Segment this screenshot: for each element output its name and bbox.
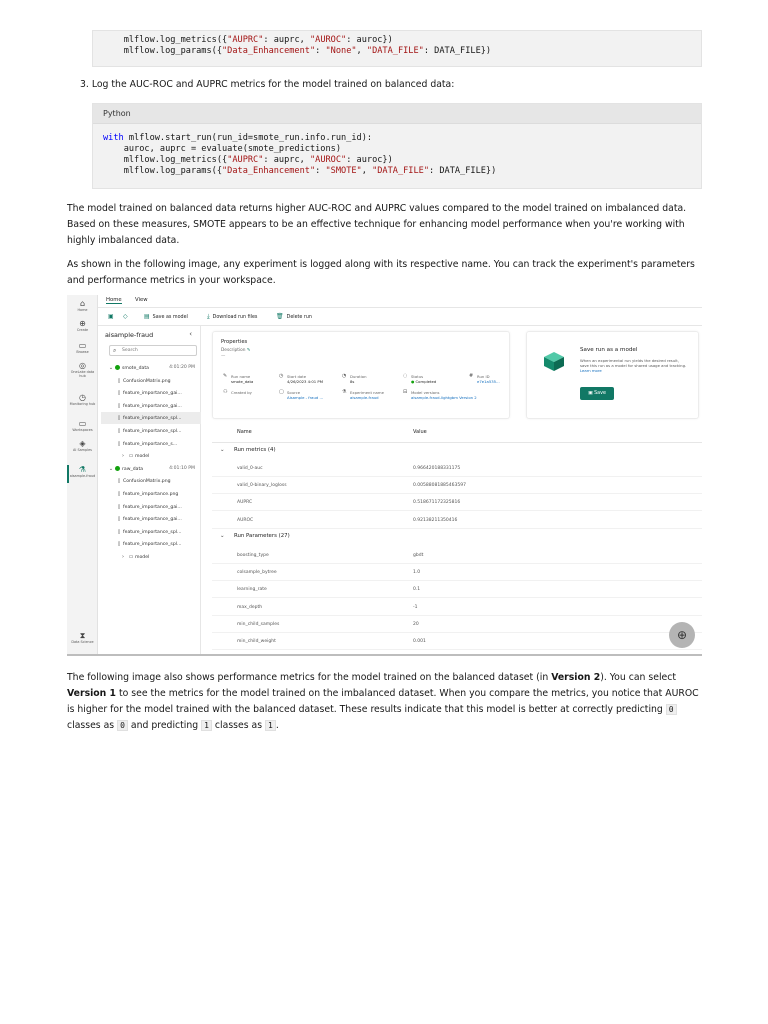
tree-item-label: feature_importance_gai...: [123, 504, 182, 510]
inline-code: 1: [201, 720, 212, 731]
rail-icon: ▭: [78, 341, 87, 350]
table-row: [212, 564, 702, 581]
bold-text: Version 1: [67, 688, 117, 699]
row-name: boosting_type: [237, 553, 269, 558]
property-duration: [342, 373, 367, 384]
folder-icon: ▭: [128, 453, 134, 460]
row-value: 20: [413, 621, 419, 627]
folder-row[interactable]: [101, 551, 201, 563]
tree-item-label: feature_importance_gai...: [123, 403, 182, 409]
workspace-screenshot: [67, 295, 702, 656]
file-row[interactable]: [101, 501, 201, 513]
paragraph-experiment-logged: As shown in the following image, any experiment is logged along with its respective name. You can track the experiment's parameters and performance metrics in your workspace.: [67, 259, 695, 286]
file-icon: ▯: [117, 528, 121, 535]
zoom-icon: ⊕: [676, 628, 688, 642]
table-row: [212, 581, 702, 598]
row-value: gbdt: [413, 553, 424, 558]
chevron-down-icon: ⌄: [220, 533, 225, 539]
table-row: [212, 616, 702, 633]
column-header-name: Name: [237, 429, 252, 435]
tree-item-label: raw_data: [122, 466, 144, 472]
paragraph-text: .: [275, 720, 279, 731]
file-row[interactable]: [101, 475, 201, 487]
code-text: mlflow.start_run(run_id=smote_run.info.run_id):: [123, 133, 373, 143]
run-row[interactable]: [101, 463, 201, 475]
file-row[interactable]: [101, 375, 201, 387]
code-string: "SMOTE": [325, 166, 362, 176]
property-icon: ⚇: [223, 389, 228, 395]
property-icon: ⊟: [403, 389, 408, 395]
property-label: Duration: [350, 374, 367, 379]
save-as-model-button[interactable]: [144, 313, 188, 320]
property-label: Created by: [231, 390, 252, 395]
toolbar-divider: [98, 307, 702, 308]
property-label: Run name: [231, 374, 251, 379]
file-icon: ▯: [117, 402, 121, 409]
property-value: 8s: [350, 379, 355, 384]
paragraph-text: and predicting: [127, 720, 202, 731]
file-icon: ▯: [117, 516, 121, 523]
property-value[interactable]: Aisample - fraud ...: [287, 395, 324, 400]
row-value: 0.518671172325816: [413, 500, 461, 506]
row-name: min_child_weight: [237, 639, 276, 644]
rail-icon: ⚗: [78, 465, 87, 474]
table-row: [212, 547, 702, 564]
step-number: 3.: [80, 79, 89, 90]
rail-icon: ▭: [78, 419, 87, 428]
save-icon: ▣: [588, 391, 593, 396]
property-run-id: [469, 373, 500, 384]
save-run-desc-text: When an experimental run yields the desired result, save this run as a model for shared usage and tracking.: [580, 358, 687, 368]
table-row: [212, 477, 702, 494]
zoom-in-button[interactable]: [669, 622, 695, 648]
properties-title: Properties: [221, 339, 248, 345]
tree-item-label: feature_importance_spl...: [123, 416, 182, 422]
code-text: ,: [361, 166, 373, 176]
file-row[interactable]: [101, 387, 201, 399]
save-icon: ▤: [144, 313, 150, 320]
property-value: 4/26/2023 4:01 PM: [287, 379, 323, 384]
file-icon: ▯: [117, 491, 121, 497]
tree-item-label: model: [135, 454, 150, 460]
table-row: [212, 512, 702, 529]
inline-code: 0: [117, 720, 128, 731]
rail-icon: ◎: [79, 361, 86, 370]
tree-item-label: model: [135, 555, 150, 560]
property-experiment-name: [342, 389, 384, 400]
rail-label: Workspaces: [72, 428, 93, 432]
file-icon: ▯: [117, 428, 121, 434]
code-text: mlflow.log_metrics({: [103, 155, 228, 165]
chevron-down-icon: ⌄: [220, 447, 225, 453]
row-name: colsample_bytree: [237, 570, 277, 576]
tree-item-label: feature_importance_spl...: [123, 529, 182, 535]
rail-icon: ⧗: [79, 631, 86, 640]
experiment-title: aisample-fraud: [105, 331, 154, 339]
status-value: Completed: [415, 379, 437, 384]
square-icon: ▣: [108, 313, 114, 320]
trash-icon: 🗑: [276, 313, 284, 320]
paragraph-text: The following image also shows performance metrics for the model trained on the balanced dataset (in: [67, 672, 552, 683]
rail-icon: ◈: [79, 439, 86, 448]
save-button[interactable]: [580, 387, 614, 400]
code-text: mlflow.log_params({: [103, 166, 222, 176]
rail-label: Create: [76, 328, 89, 332]
code-line: [103, 155, 393, 166]
inline-code: 1: [265, 720, 276, 731]
code-text: :: [315, 166, 326, 176]
file-row[interactable]: [101, 425, 201, 437]
property-value[interactable]: e7e1a535...: [477, 379, 500, 384]
file-icon: ▯: [117, 478, 121, 485]
model-cube-icon: [542, 350, 566, 372]
code-string: "Data_Enhancement": [222, 46, 316, 56]
property-label: Source: [287, 390, 301, 395]
section-title: Run metrics (4): [234, 447, 276, 453]
left-nav-rail: [67, 295, 98, 656]
search-placeholder: Search: [122, 348, 138, 353]
properties-card: [212, 331, 510, 419]
chevron-down-icon[interactable]: ⌄: [108, 365, 114, 371]
code-text: : DATA_FILE}): [429, 166, 497, 176]
property-label: Model versions: [411, 390, 440, 395]
property-value: smote_data: [231, 379, 254, 384]
code-string: "DATA_FILE": [366, 46, 424, 56]
row-value: 1.0: [413, 570, 421, 576]
toolbar-button-1[interactable]: [108, 313, 117, 320]
file-icon: ▯: [117, 541, 121, 548]
property-value[interactable]: aisample-fraud-lightgbm Version 2: [411, 395, 477, 400]
save-as-model-label: Save as model: [152, 315, 188, 320]
property-source: [279, 389, 324, 400]
rail-label: Browse: [76, 350, 89, 354]
inline-code: 0: [666, 704, 677, 715]
property-icon: ◌: [403, 373, 408, 379]
property-created-by: [223, 389, 252, 395]
code-text: : auroc}): [346, 35, 393, 45]
save-run-description: [580, 358, 688, 373]
run-row[interactable]: [101, 362, 201, 374]
run-metrics-section[interactable]: [220, 447, 276, 453]
property-model-versions: [403, 389, 477, 400]
paragraph-text: classes as: [211, 720, 266, 731]
code-string: "DATA_FILE": [372, 166, 429, 176]
property-start-date: [279, 373, 323, 384]
paragraph-text: to see the metrics for the model trained on the imbalanced dataset. When you compare the metrics, you notice that AUROC is higher for the model trained with the balanced dataset. These results indicate that this model is better at correctly predicting: [67, 688, 699, 715]
code-text: : DATA_FILE}): [423, 46, 492, 56]
file-icon: ▯: [117, 415, 121, 422]
section-title: Run Parameters (27): [234, 533, 290, 539]
delete-run-button[interactable]: [276, 313, 312, 320]
rail-icon: ◷: [79, 393, 86, 402]
step-text: Log the AUC-ROC and AUPRC metrics for the model trained on balanced data:: [91, 79, 455, 90]
chevron-down-icon[interactable]: ⌄: [108, 465, 114, 472]
code-line: [103, 144, 341, 155]
code-line: [103, 46, 491, 57]
file-row[interactable]: [101, 526, 201, 538]
file-icon: ▯: [117, 440, 121, 447]
download-run-files-button[interactable]: [207, 313, 257, 321]
file-icon: ▯: [117, 390, 121, 397]
property-icon: ◔: [342, 373, 347, 379]
rail-item-ai-samples[interactable]: [67, 439, 98, 452]
code-header: [93, 104, 701, 124]
download-icon: ⤓: [207, 313, 210, 320]
bold-text: Version 2: [551, 672, 601, 683]
code-language: Python: [103, 109, 131, 118]
description-value: —: [221, 354, 226, 359]
row-name: learning_rate: [237, 587, 267, 593]
code-string: "AUROC": [309, 155, 347, 165]
code-text: : auprc,: [263, 155, 310, 165]
description-label-text: Description: [221, 348, 246, 353]
edit-icon[interactable]: ✎: [246, 348, 251, 353]
row-value: 0.00588081885463597: [413, 483, 466, 489]
code-keyword: with: [103, 133, 124, 143]
rail-label: Data Science: [71, 640, 94, 644]
row-value: 0.92138211350416: [413, 517, 458, 523]
row-name: max_depth: [237, 604, 263, 610]
property-label: Start date: [287, 374, 307, 379]
code-text: auroc, auprc = evaluate(smote_predictions): [103, 144, 341, 154]
run-parameters-section[interactable]: [220, 533, 290, 539]
save-run-title: Save run as a model: [580, 347, 638, 353]
property-icon: ◷: [279, 373, 284, 379]
tree-item-label: ConfusionMatrix.png: [123, 378, 171, 384]
rail-icon: ⊕: [79, 319, 86, 328]
property-label: Status: [411, 374, 424, 379]
code-text: ,: [356, 46, 367, 56]
property-value[interactable]: aisample-fraud: [350, 395, 379, 400]
learn-more-link[interactable]: Learn more: [580, 368, 602, 373]
code-line: [103, 166, 496, 177]
file-row[interactable]: [101, 438, 201, 450]
table-row: [212, 599, 702, 616]
code-string: "AUPRC": [227, 155, 264, 165]
paragraph-text: classes as: [67, 720, 118, 731]
code-text: mlflow.log_params({: [103, 46, 222, 56]
rail-item-data-science[interactable]: [67, 631, 98, 644]
code-block-smote: [92, 103, 702, 189]
property-value: [411, 379, 436, 384]
table-row: [212, 633, 702, 650]
property-label: Run ID: [477, 374, 490, 379]
file-row[interactable]: [101, 400, 201, 412]
rail-item-home[interactable]: [67, 299, 98, 312]
tree-item-label: ConfusionMatrix.png: [123, 479, 171, 485]
folder-row[interactable]: [101, 450, 201, 462]
rail-label: Monitoring hub: [69, 402, 96, 406]
paragraph-balanced-results: The model trained on balanced data returns higher AUC-ROC and AUPRC values compared to the model trained on imbalanced data. Based on these measures, SMOTE appears to be an effective technique for enhancing model performance when you're working with highly imbalanced data.: [67, 203, 687, 246]
tree-item-label: feature_importance.png: [123, 492, 179, 497]
code-string: "Data_Enhancement": [222, 166, 316, 176]
header-divider: [212, 442, 702, 443]
property-icon: ▢: [279, 389, 284, 395]
rail-item-workspaces[interactable]: [67, 419, 98, 432]
toolbar-button-2[interactable]: [123, 313, 131, 320]
tree-item-label: feature_importance_spl...: [123, 542, 182, 548]
code-string: "None": [325, 46, 357, 56]
description-label: [221, 348, 250, 353]
code-line: [103, 133, 372, 144]
code-text: : auroc}): [346, 155, 393, 165]
rail-label: Home: [77, 308, 88, 312]
row-value: 0.1: [413, 587, 421, 593]
property-label: Experiment name: [350, 390, 384, 395]
property-run-name: [223, 373, 254, 384]
rail-item-browse[interactable]: [67, 341, 98, 354]
rail-item-monitoring-hub[interactable]: [67, 393, 98, 406]
row-name: valid_0-binary_logloss: [237, 483, 287, 489]
success-status-icon: [115, 365, 120, 370]
code-string: "AUROC": [309, 35, 347, 45]
row-value: 0.966420188331175: [413, 466, 461, 471]
row-name: valid_0-auc: [237, 466, 263, 471]
delete-run-label: Delete run: [286, 315, 312, 320]
run-time: 4:01:10 PM: [169, 465, 195, 471]
column-header-value: Value: [413, 429, 427, 435]
property-status: [403, 373, 437, 384]
run-time: 4:01:20 PM: [169, 365, 195, 370]
file-row[interactable]: [101, 488, 201, 500]
file-row[interactable]: [101, 538, 201, 550]
diamond-icon: ◇: [123, 313, 128, 320]
file-icon: ▯: [117, 377, 121, 384]
collapse-icon[interactable]: ‹: [189, 330, 192, 338]
chevron-right-icon[interactable]: ›: [122, 554, 124, 560]
row-value: -1: [413, 604, 418, 610]
tab-home[interactable]: Home: [106, 297, 122, 303]
file-row[interactable]: [101, 412, 201, 424]
rail-item-create[interactable]: [67, 319, 98, 332]
row-name: AUPRC: [237, 500, 253, 506]
save-run-card: [526, 331, 699, 419]
explorer-search-input[interactable]: [109, 345, 197, 356]
tree-item-label: smote_data: [122, 366, 149, 371]
folder-icon: ▭: [128, 554, 134, 560]
paragraph-text: ). You can select: [600, 672, 676, 683]
tree-item-label: feature_importance_spl...: [123, 429, 182, 434]
row-value: 0.001: [413, 639, 426, 644]
tree-item-label: feature_importance_s...: [123, 441, 178, 447]
rail-label: AI Samples: [73, 448, 92, 452]
code-text: mlflow.log_metrics({: [103, 35, 228, 45]
property-icon: #: [469, 373, 474, 379]
paragraph-version-compare: [67, 670, 703, 734]
table-row: [212, 460, 702, 477]
table-row: [212, 494, 702, 511]
tab-view[interactable]: View: [135, 297, 148, 303]
code-string: "AUPRC": [227, 35, 264, 45]
download-run-files-label: Download run files: [212, 315, 258, 320]
check-icon: ●: [411, 379, 416, 384]
rail-item-onelake-data-hub[interactable]: [67, 361, 98, 378]
file-row[interactable]: [101, 513, 201, 525]
property-icon: ✎: [223, 373, 228, 379]
row-name: AUROC: [237, 517, 254, 523]
code-text: : auprc,: [263, 35, 310, 45]
rail-label: aisample-fraud: [69, 474, 96, 478]
property-icon: ⚗: [342, 389, 347, 395]
tree-item-label: feature_importance_gai...: [123, 391, 182, 397]
tree-item-label: feature_importance_gai...: [123, 517, 182, 523]
rail-label: OneLake data hub: [70, 370, 95, 378]
experiment-explorer: [101, 326, 201, 656]
save-button-label: Save: [594, 391, 606, 396]
search-icon: ⌕: [113, 347, 117, 354]
rail-item-aisample-fraud[interactable]: [67, 465, 98, 478]
step-3: [80, 79, 454, 90]
code-block-imbalanced: [92, 30, 702, 67]
chevron-right-icon[interactable]: ›: [122, 453, 124, 460]
success-status-icon: [115, 466, 120, 471]
file-icon: ▯: [117, 503, 121, 510]
rail-icon: ⌂: [79, 299, 86, 308]
code-text: :: [315, 46, 326, 56]
code-line: [103, 35, 393, 46]
row-name: min_child_samples: [237, 621, 280, 627]
